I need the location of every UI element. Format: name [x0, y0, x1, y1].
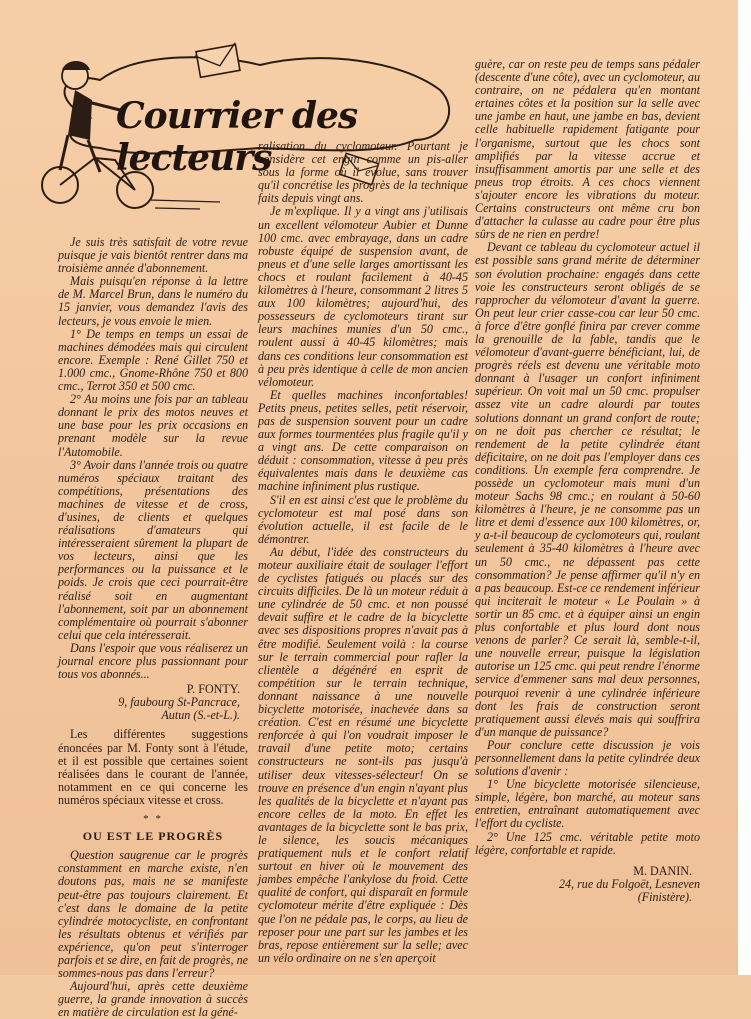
column-3 — [475, 58, 700, 904]
letter-paragraph: 1° Une bicyclette motorisée silencieuse, simple, légère, bon marché, au moteur sans entretien, entraînant automatiquement avec l'effort du cycliste. — [475, 777, 700, 831]
letter-paragraph: Dans l'espoir que vous réaliserez un journal encore plus passionnant pour tous vos abonnés... — [58, 640, 248, 682]
letter-paragraph: Au début, l'idée des constructeurs du moteur auxiliaire était de soulager l'effort de cyclistes fatigués ou placés sur des circuits difficiles. De là un moteur réduit à une cylindrée de 50 cmc. et non poussé devait suffire et le cadre de la bicyclette avec ses dispositions propres n'avait pas à être modifié. Seulement voilà : la course sur le terrain commercial pour rafler la clientèle a dégénéré en esprit de compétition sur le terrain technique, donnant naissance à une nouvelle bicyclette motorisée, inachevée dans sa création. C'est en résumé une bicyclette renforcée à qui l'on voudrait imposer le travail d'une petite moto; certains constructeurs ne sont-ils pas jusqu'à utiliser deux vitesses-sélecteur! On se trouve en présence d'un engin n'ayant plus les qualités de la bicyclette et n'ayant pas encore celles de la moto. En effet les avantages de la bicyclette sont le bas prix, le silence, les soucis mécaniques pratiquement nuls et le confort relatif surtout en hiver où le mouvement des jambes empêche l'ankylose du froid. Cette qualité de confort, qui disparaît en formule cyclomoteur mérite d'être expliquée : Dès que l'on ne pédale pas, le corps, au lieu de reposer pour une part sur les jambes et les bras, repose entièrement sur la selle; avec un vélo ordinaire on ne s'en aperçoit — [258, 544, 468, 965]
letter-paragraph: Aujourd'hui, après cette deuxième guerre, la grande innovation à succès en matière de circulation est la géné- — [58, 979, 248, 1019]
letter-paragraph: 2° Une 125 cmc. véritable petite moto légère, confortable et rapide. — [475, 829, 700, 857]
letter-paragraph: Mais puisqu'en réponse à la lettre de M. Marcel Brun, dans le numéro du 15 janvier, vous demandez l'avis des lecteurs, je vous envoie le mien. — [58, 274, 248, 328]
letter-paragraph: Je m'explique. Il y a vingt ans j'utilisais un excellent vélomoteur Aubier et Dunne 100 cmc. avec embrayage, dans un cadre robuste équipé de suspension avant, de pneus et d'une selle larges amortissant les chocs et roulant facilement à 40-45 kilomètres à l'heure, consommant 2 litres 5 aux 100 kilomètres; aujourd'hui, des possesseurs de cyclomoteurs tirant sur leurs machines munies d'un 50 cmc., roulent aussi à 40-45 kilomètres; mais dans ces conditions leur consommation est à peu près identique à celle de mon ancien vélomoteur. — [258, 204, 468, 389]
letter-paragraph: 3° Avoir dans l'année trois ou quatre numéros spéciaux traitant des compétitions, présentations des machines de vitesse et de cross, d'usines, de clients et quelques réalisations d'amateurs qui intéresseraient sûrement la plupart de vos lecteurs, ainsi que les performances ou la puissance et le poids. Je crois que ceci pourrait-être réalisé soit en augmentant l'abonnement, soit par un abonnement complémentaire où pourrait s'abonner celui que cela intéresserait. — [58, 457, 248, 642]
signature-address: (Finistère). — [637, 889, 692, 904]
signature-address: 24, rue du Folgoët, Lesneven — [558, 876, 700, 891]
page-edge — [738, 0, 751, 975]
letter-paragraph: Devant ce tableau du cyclomoteur actuel il est possible sans grand mérite de déterminer son évolution prochaine: engagés dans cette voie les constructeurs seront obligés de se rapprocher du vélomoteur d'avant la guerre. On peut leur crier casse-cou car leur 50 cmc. à force d'être gonflé finira par crever comme la grenouille de la fable, tandis que le vélomoteur d'avant-guerre bénéficiant, lui, de progrès réels est devenu une véritable moto donnant à l'usager un confort infiniment supérieur. On voit mal un 50 cmc. propulser assez vite un cadre alourdi par toutes solutions donnant un grand confort de route; on ne doit pas chercher ce résultat; le rendement de la petite cylindrée étant déficitaire, on ne doit pas l'employer dans ces conditions. Un exemple fera comprendre. Je possède un cyclomoteur mais muni d'un moteur Sachs 98 cmc.; en roulant à 50-60 kilomètres à l'heure, je ne consomme pas un litre et demi d'essence aux 100 kilomètres, or, y a-t-il beaucoup de cyclomoteurs qui, roulant seulement à 35-40 kilomètres à l'heure avec un 50 cmc., ne dépassent pas cette consommation? Je pense affirmer qu'il n'y en a pas beaucoup. Est-ce ce rendement inférieur qui inciterait le moteur « Le Poulain » à sortir un 85 cmc. et à équiper ainsi un engin plus confortable et plus lourd dont nous venons de parler? Ce serait là, semble-t-il, une nouvelle erreur, puisque la législation autorise un 125 cmc. qui peut rendre l'énorme service d'emmener sans mal deux personnes, pourquoi revenir à une cylindrée inférieure dont les frais de construction seront pratiquement aussi élevés mais qui souffrira d'un manque de puissance? — [475, 240, 700, 739]
signature-address: Autun (S.-et-L.). — [161, 708, 240, 723]
letter-paragraph: ralisation du cyclomoteur. Pourtant je considère cet engin comme un pis-aller sous la forme où il évolue, sans trouver qu'il concrétise les progrès de la technique faits depuis vingt ans. — [258, 139, 468, 206]
letter-paragraph: Pour conclure cette discussion je vois personnellement dans la petite cylindrée deux solutions d'avenir : — [475, 737, 700, 779]
section-separator: * * — [143, 813, 163, 826]
editor-reply: Les différentes suggestions énoncées par M. Fonty sont à l'étude, et il est possible que certaines soient réalisées dans le courant de l'année, notamment en ce qui concerne les numéros spéciaux vitesse et cross. — [58, 727, 248, 807]
page-title: Courrier des lecteurs — [116, 95, 358, 179]
column-2 — [258, 140, 468, 965]
letter-paragraph: Et quelles machines inconfortables! Petits pneus, petites selles, petit réservoir, pas de suspension souvent pour un cadre aux formes tourmentées plus fragile qu'il y a vingt ans. De cette comparaison on déduit : consommation, vitesse à peu près équivalentes mais dans le deuxième cas machine infiniment plus rustique. — [258, 387, 468, 494]
letter-paragraph: 1° De temps en temps un essai de machines démodées mais qui circulent encore. Exemple : René Gillet 750 et 1.000 cmc., Gnome-Rhône 750 et 800 cmc., Terrot 350 et 500 cmc. — [58, 326, 248, 394]
section-heading: OU EST LE PROGRÈS — [82, 829, 224, 844]
letter-paragraph: 2° Au moins une fois par an tableau donnant le prix des motos neuves et une base pour les prix occasions en prenant modèle sur la revue l'Automobile. — [58, 392, 248, 459]
letter-paragraph: Je suis très satisfait de votre revue puisque je vais bientôt rentrer dans ma troisième année d'abonnement. — [58, 235, 248, 276]
letter-paragraph: S'il en est ainsi c'est que le problème du cyclomoteur est mal posé dans son évolution actuelle, il est facile de le démontrer. — [258, 492, 468, 546]
column-1 — [58, 236, 248, 1019]
signature-address: 9, faubourg St-Pancrace, — [118, 695, 240, 710]
letter-paragraph: Question saugrenue car le progrès constamment en marche existe, n'en doutons pas, mais ne se manifeste peut-être pas toujours clairement. Et c'est dans le domaine de la petite cylindrée motocycliste, en confrontant les résultats obtenus et vérifiés par expérience, qu'on peut s'interroger parfois et se dire, en fait de progrès, ne sommes-nous pas dans l'erreur? — [58, 848, 248, 981]
signature-name: M. DANIN. — [633, 863, 692, 878]
letter-paragraph: guère, car on reste peu de temps sans pédaler (descente d'une côte), avec un cyclomoteur, au contraire, on ne pédalera qu'en montant ertaines côtes et la position sur la selle avec une jambe en haut, une jambe en bas, devient celle habituelle rapidement fatigante pour l'organisme, surtout que les chocs sont amplifiés par la vitesse accrue et insuffisamment amortis par une selle et des pneus trop étroits. A ces chocs viennent s'ajouter encore les vibrations du moteur. Certains constructeurs ont même cru bon d'attacher la culasse au cadre pour être plus sûrs de ne rien en perdre! — [475, 57, 700, 242]
signature-name: P. FONTY. — [186, 682, 240, 697]
